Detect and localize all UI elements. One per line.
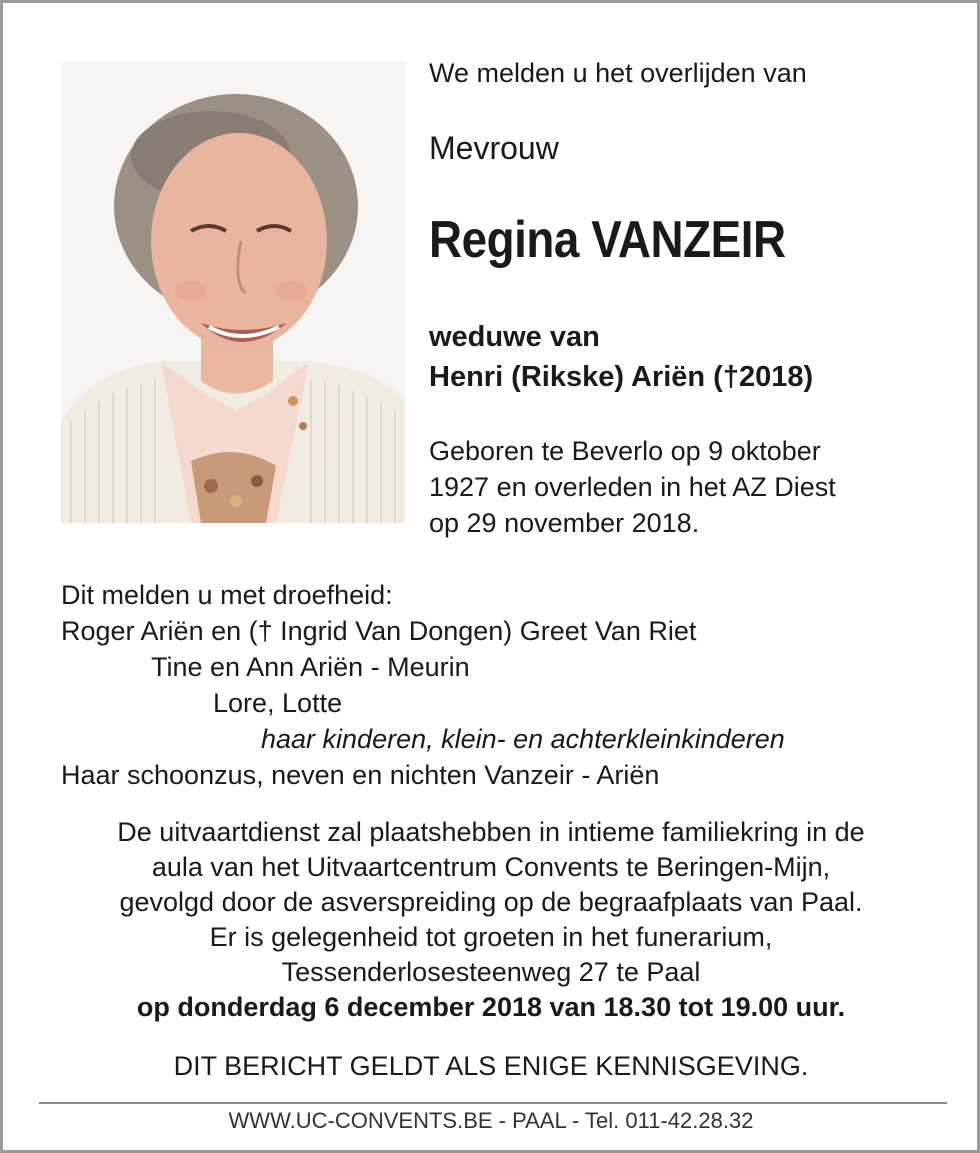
family-grandchildren: Tine en Ann Ariën - Meurin xyxy=(151,652,470,682)
service-line: gevolgd door de asverspreiding op de begraafplaats van Paal. xyxy=(119,887,863,917)
birth-death-info xyxy=(429,433,836,541)
deceased-name: Regina VANZEIR xyxy=(429,211,786,269)
service-date: op donderdag 6 december 2018 van 18.30 tot 19.00 uur. xyxy=(136,992,846,1022)
intro-text: We melden u het overlijden van xyxy=(429,58,807,88)
widow-label: weduwe van xyxy=(429,321,600,353)
family-relation-note: haar kinderen, klein- en achterkleinkinderen xyxy=(261,724,785,754)
service-line: aula van het Uitvaartcentrum Convents te Beringen-Mijn, xyxy=(151,852,831,882)
portrait-photo xyxy=(61,61,405,523)
funeral-service-info xyxy=(41,815,941,1025)
service-line: Er is gelegenheid tot groeten in het funerarium, xyxy=(209,922,773,952)
honorific-title: Mevrouw xyxy=(429,130,559,166)
sole-notice-text: DIT BERICHT GELDT ALS ENIGE KENNISGEVING. xyxy=(173,1051,809,1081)
family-list xyxy=(61,577,785,793)
birth-line: Geboren te Beverlo op 9 oktober xyxy=(429,436,821,466)
service-line: De uitvaartdienst zal plaatshebben in intieme familiekring in de xyxy=(117,817,865,847)
family-heading: Dit melden u met droefheid: xyxy=(61,580,393,610)
footer-contact: WWW.UC-CONVENTS.BE - PAAL - Tel. 011-42.28.32 xyxy=(228,1108,754,1133)
footer-divider xyxy=(39,1102,947,1104)
family-great-grandchildren: Lore, Lotte xyxy=(213,688,343,718)
birth-line: op 29 november 2018. xyxy=(429,508,700,538)
widow-of-block xyxy=(429,317,813,397)
family-extended: Haar schoonzus, neven en nichten Vanzeir - Ariën xyxy=(61,760,660,790)
family-children: Roger Ariën en († Ingrid Van Dongen) Greet Van Riet xyxy=(61,616,697,646)
spouse-name: Henri (Rikske) Ariën (†2018) xyxy=(429,361,814,393)
service-line: Tessenderlosesteenweg 27 te Paal xyxy=(281,957,701,987)
birth-line: 1927 en overleden in het AZ Diest xyxy=(429,472,836,502)
